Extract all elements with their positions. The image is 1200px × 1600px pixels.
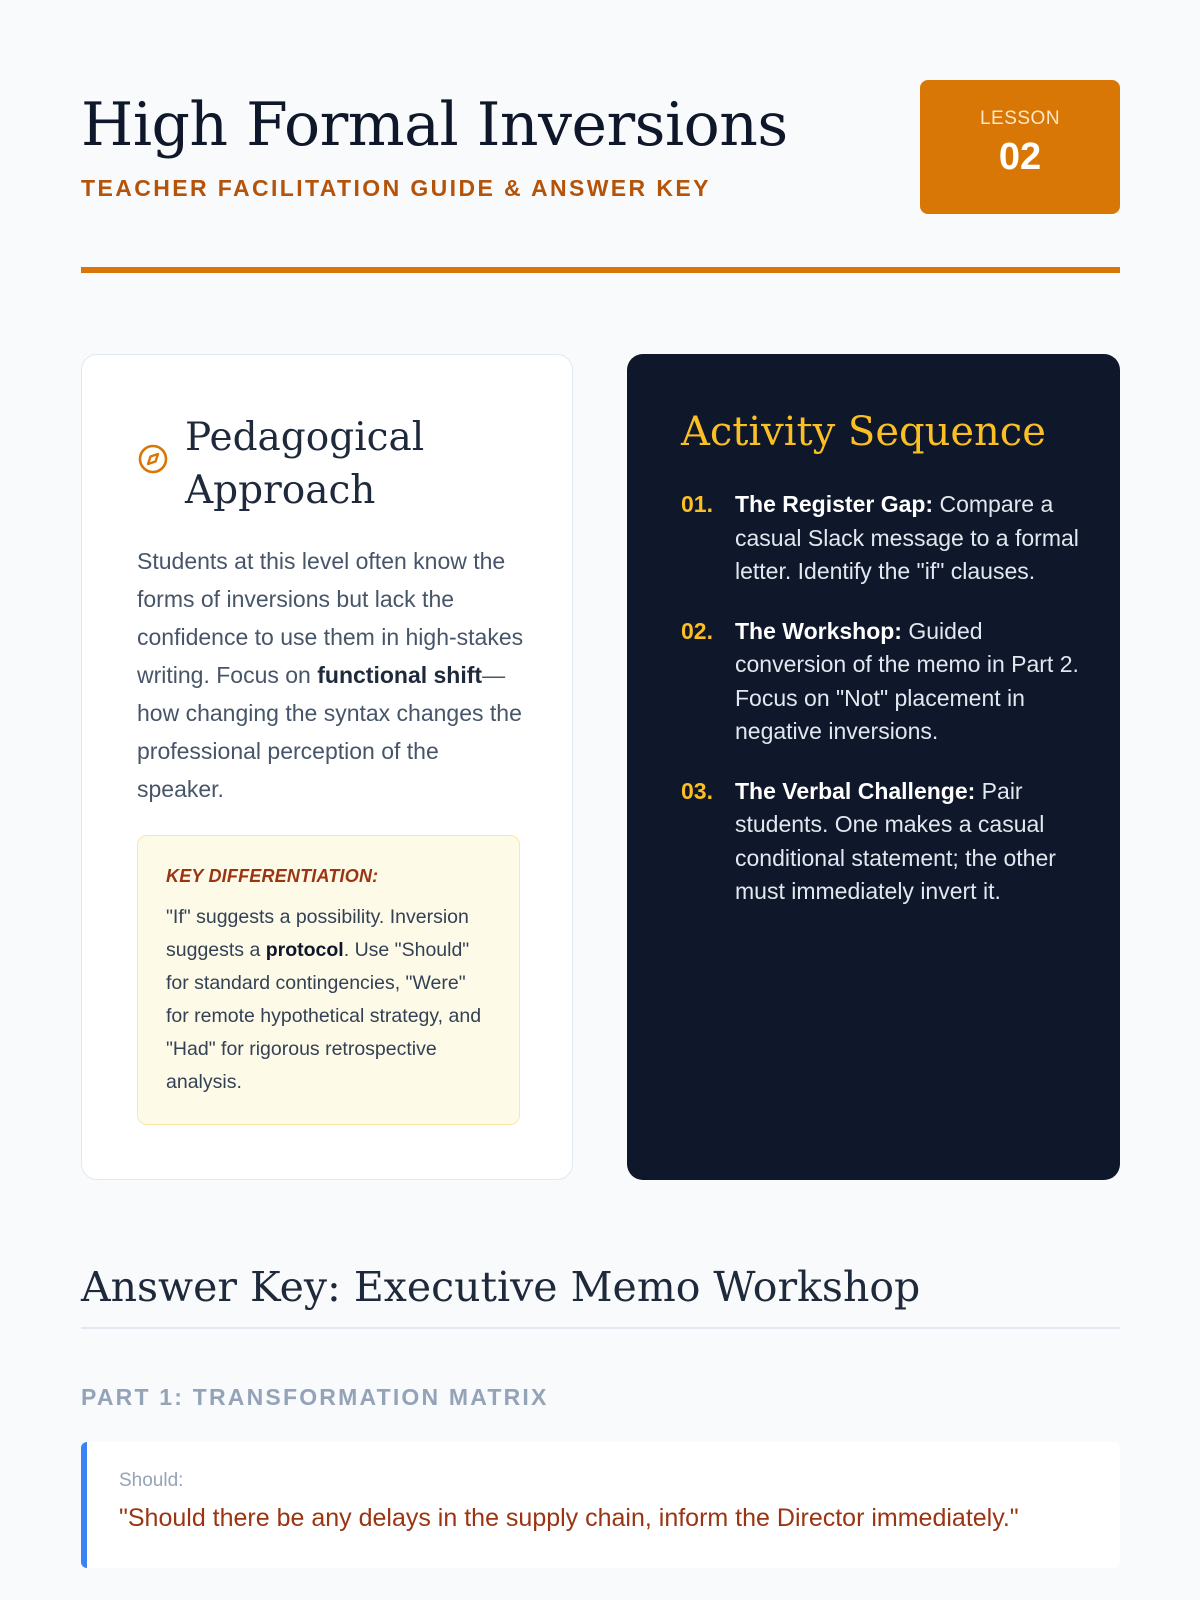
activity-item-number: 03. — [681, 777, 713, 804]
activity-item-label: The Verbal Challenge: — [735, 777, 976, 804]
header-divider — [81, 267, 1120, 273]
activity-item-number: 02. — [681, 617, 713, 644]
activity-item-number: 01. — [681, 491, 713, 517]
page-header — [81, 80, 1120, 215]
activity-card — [627, 354, 1120, 1180]
protocol-term: protocol — [265, 939, 344, 961]
part-label: PART 1: TRANSFORMATION MATRIX — [81, 1384, 549, 1410]
functional-shift-term: functional shift — [317, 662, 483, 688]
matrix-row — [81, 1442, 1120, 1568]
activity-item — [681, 488, 1081, 589]
lesson-badge — [920, 80, 1120, 214]
matrix-row-text: "Should there be any delays in the supply chain, inform the Director immediately." — [119, 1504, 1019, 1532]
lesson-label: LESSON — [979, 108, 1061, 129]
pedagogy-body: Students at this level often know the forms of inversions but lack the confidence to use them in high-stakes writing. Focus on functional shift—how changing the syntax changes the professional perception of the speaker. — [137, 548, 524, 802]
page-subtitle: TEACHER FACILITATION GUIDE & ANSWER KEY — [81, 175, 711, 201]
activity-item-text: Compare a casual Slack message to a formal letter. Identify the "if" clauses. — [735, 491, 1079, 584]
answer-key-divider — [81, 1327, 1120, 1329]
activity-item — [681, 775, 1081, 909]
activity-item — [681, 615, 1081, 749]
key-differentiation-box — [137, 835, 520, 1125]
key-differentiation-label: KEY DIFFERENTIATION: — [166, 866, 379, 886]
activity-item-text: Guided conversion of the memo in Part 2. Focus on "Not" placement in negative inversions. — [735, 617, 1079, 744]
activity-item-label: The Workshop: — [735, 617, 902, 644]
matrix-row-label: Should: — [119, 1470, 184, 1491]
pedagogy-card — [81, 354, 573, 1180]
activity-list — [681, 488, 1081, 935]
compass-icon — [137, 443, 169, 475]
pedagogy-title: Pedagogical Approach — [185, 415, 425, 513]
answer-key-title: Answer Key: Executive Memo Workshop — [81, 1263, 921, 1311]
activity-item-label: The Register Gap: — [735, 491, 934, 517]
lesson-number: 02 — [998, 136, 1042, 178]
activity-title: Activity Sequence — [681, 409, 1046, 455]
activity-item-text: Pair students. One makes a casual conditional statement; the other must immediately invert it. — [735, 777, 1056, 904]
page-title: High Formal Inversions — [81, 90, 788, 160]
key-differentiation-text: "If" suggests a possibility. Inversion suggests a protocol. Use "Should" for standard contingencies, "Were" for remote hypothetical strategy, and "Had" for rigorous retrospective analysis. — [166, 906, 482, 1093]
